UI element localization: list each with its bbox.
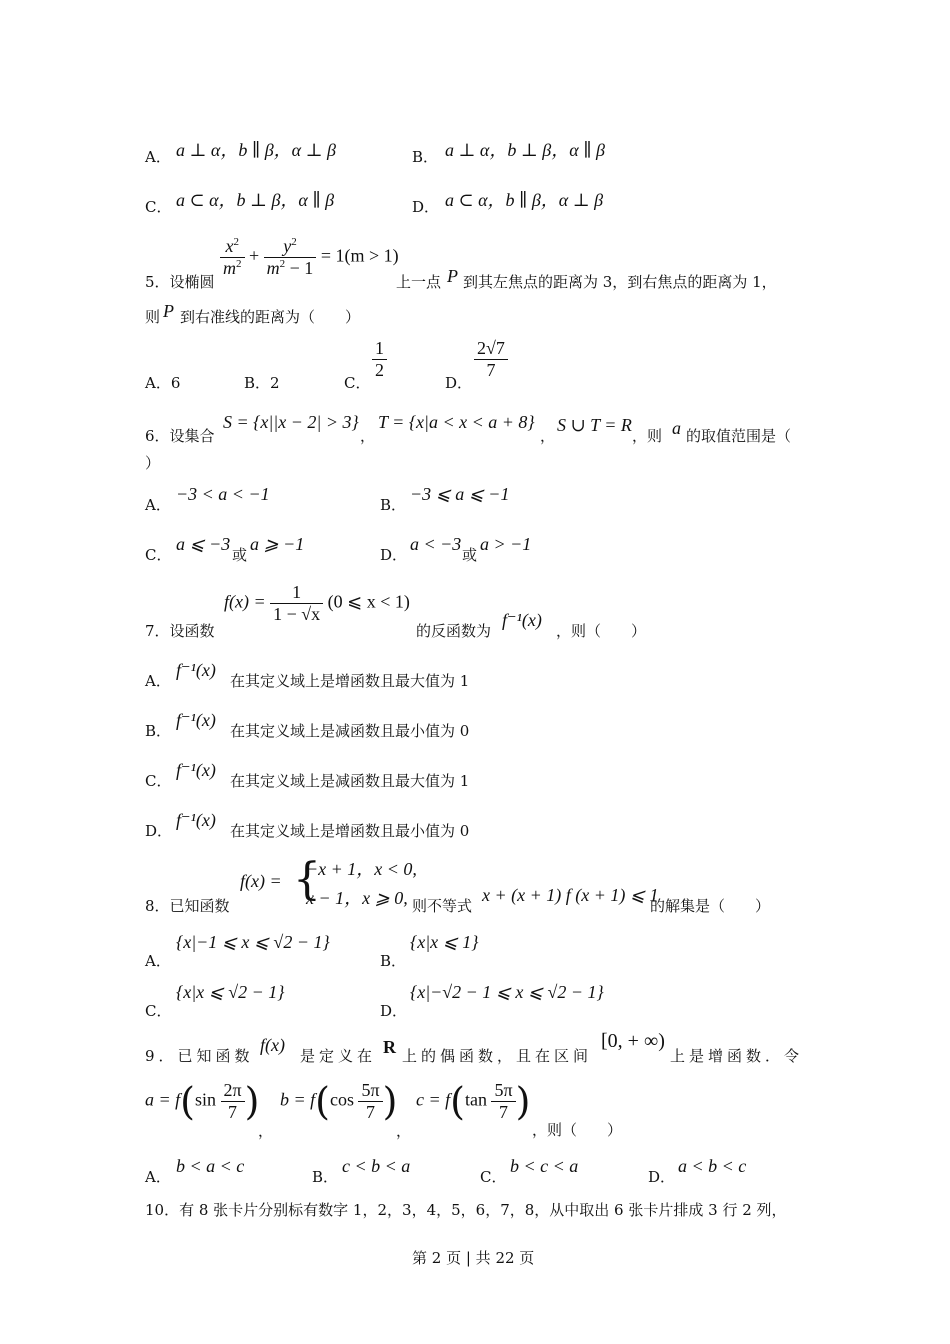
q7-fx: f(x) = [224,591,266,612]
q5-prefix: 5．设椭圆 [145,273,215,291]
q5-eq-rhs: = 1(m > 1) [320,245,399,266]
q6-prefix: 6．设集合 [145,427,215,445]
q7-optB-label: B． [145,722,172,740]
q6-comma1: ， [360,427,376,445]
q6-optD-or: 或 [462,546,478,564]
q5-line2a: 则 [145,308,161,326]
q7-tail: ，则（ ） [556,622,647,640]
q8-prefix: 8．已知函数 [145,897,230,915]
q6-union: S ∪ T = R [557,415,632,435]
q5-optD-fraction: $\frac{2√7}{7}$ [474,338,508,381]
q9-def-a: a = f(sin $\frac{2\pi}{7}$ ) [145,1079,260,1124]
q7-optA-label: A． [145,672,171,690]
q8-text: 则不等式 [412,897,473,915]
q9-fx: f(x) [260,1035,285,1055]
page-footer: 第 2 页 | 共 22 页 [412,1249,535,1267]
q8-case2: x − 1，x ⩾ 0, [306,888,408,908]
q7-optC-inverse: f⁻¹(x) [176,760,216,780]
q6-optD2: a > −1 [480,534,532,554]
q9-tail: ，则（ ） [532,1121,623,1139]
q8-optC-label: C． [145,1002,172,1020]
q4-optA: a ⊥ α，b ∥ β，α ⊥ β [176,140,336,160]
q7-optB-text: 在其定义域上是减函数且最小值为 0 [230,722,470,740]
q8-inequality: x + (x + 1) f (x + 1) ⩽ 1 [482,885,659,905]
q5-optC-fraction: $\frac{1}{2}$ [372,338,387,381]
q8-optA: {x|−1 ⩽ x ⩽ √2 − 1} [176,932,330,952]
q6-comma2: ， [540,427,556,445]
q9-optC: b < c < a [510,1156,579,1176]
q6-optA-label: A． [145,496,171,514]
q7-prefix: 7．设函数 [145,622,215,640]
q4-optC-label: C． [145,198,172,216]
q7-text: 的反函数为 [416,622,492,640]
q9-optB: c < b < a [342,1156,411,1176]
q9-comma-a: ， [258,1122,274,1140]
q7-optC-label: C． [145,772,172,790]
q7-optC-text: 在其定义域上是减函数且最大值为 1 [230,772,470,790]
q4-optD: a ⊂ α，b ∥ β，α ⊥ β [445,190,604,210]
q9-optA-label: A． [145,1168,171,1186]
q7-domain: (0 ⩽ x < 1) [327,591,410,612]
q8-case1: −x + 1，x < 0, [306,859,417,879]
q7-function-def: f(x) = $\frac{1}{1 - √x}$ (0 ⩽ x < 1) [224,582,410,624]
q5-text1: 上一点 [396,273,442,291]
q4-optB-label: B． [412,148,439,166]
q9-optD-label: D． [648,1168,676,1186]
q9-comma-b: ， [396,1122,412,1140]
q9-def-b: b = f(cos $\frac{5\pi}{7}$ ) [280,1079,398,1124]
q7-inverse: f⁻¹(x) [502,610,542,630]
q9-optD: a < b < c [678,1156,747,1176]
q4-optC: a ⊂ α，b ⊥ β，α ∥ β [176,190,335,210]
q5-optB: B．2 [244,374,280,392]
q5-optD-label: D． [445,374,473,392]
q5-line2b: 到右准线的距离为（ ） [180,308,361,326]
q4-optA-label: A． [145,148,171,166]
q9-line1a: 9．已知函数 [145,1047,254,1065]
q5-text2: 到其左焦点的距离为 3，到右焦点的距离为 1， [463,273,777,291]
q7-optD-label: D． [145,822,173,840]
q6-set-s: S = {x||x − 2| > 3} [223,412,359,432]
q7-optB-inverse: f⁻¹(x) [176,710,216,730]
q9-line1d: 上是增函数．令 [670,1047,804,1065]
q5-optC-label: C． [344,374,371,392]
q6-var-a: a [672,418,681,438]
q6-text2: 的取值范围是（ [686,427,792,445]
q6-optC-label: C． [145,546,172,564]
q8-optC: {x|x ⩽ √2 − 1} [176,982,285,1002]
q7-optA-text: 在其定义域上是增函数且最大值为 1 [230,672,470,690]
q5-point-p2: P [163,301,174,321]
q6-text: ，则 [632,427,663,445]
q6-optC-or: 或 [232,546,248,564]
q6-optC1: a ⩽ −3 [176,534,231,554]
q9-optA: b < a < c [176,1156,245,1176]
q6-optB: −3 ⩽ a ⩽ −1 [410,484,510,504]
q4-optB: a ⊥ α，b ⊥ β，α ∥ β [445,140,605,160]
q9-line1c: 上的偶函数，且在区间 [402,1047,593,1065]
q7-optD-text: 在其定义域上是增函数且最小值为 0 [230,822,470,840]
q8-optB: {x|x ⩽ 1} [410,932,479,952]
q4-optD-label: D． [412,198,440,216]
q6-close: ） [145,454,161,472]
q8-optD-label: D． [380,1002,408,1020]
q6-optD-label: D． [380,546,408,564]
q6-optA: −3 < a < −1 [176,484,270,504]
q5-ellipse-equation: $\frac{x^2}{m^2}$ + $\frac{y^2}{m^2 - 1}$ = 1(m > 1) [220,236,399,279]
q9-def-c: c = f(tan $\frac{5\pi}{7}$ ) [416,1079,531,1124]
q8-optA-label: A． [145,952,171,970]
q6-optC2: a ⩾ −1 [250,534,305,554]
q10-text: 10．有 8 张卡片分别标有数字 1，2，3，4，5，6，7，8，从中取出 6 张卡片排成 3 行 2 列， [145,1201,787,1219]
q9-interval: [0, + ∞) [601,1030,665,1052]
q8-optD: {x|−√2 − 1 ⩽ x ⩽ √2 − 1} [410,982,604,1002]
q9-R: R [383,1037,396,1057]
q6-optD1: a < −3 [410,534,462,554]
q8-optB-label: B． [380,952,407,970]
q9-line1b: 是定义在 [300,1047,377,1065]
q8-fx: f(x) = [240,871,282,891]
q6-optB-label: B． [380,496,407,514]
q5-point-p: P [447,266,458,286]
q5-optA: A．6 [145,374,181,392]
q6-set-t: T = {x|a < x < a + 8} [378,412,535,432]
q7-optA-inverse: f⁻¹(x) [176,660,216,680]
q9-optC-label: C． [480,1168,507,1186]
q7-optD-inverse: f⁻¹(x) [176,810,216,830]
q9-optB-label: B． [312,1168,339,1186]
q8-piecewise-brace: { [293,854,321,905]
q8-tail: 的解集是（ ） [650,897,771,915]
